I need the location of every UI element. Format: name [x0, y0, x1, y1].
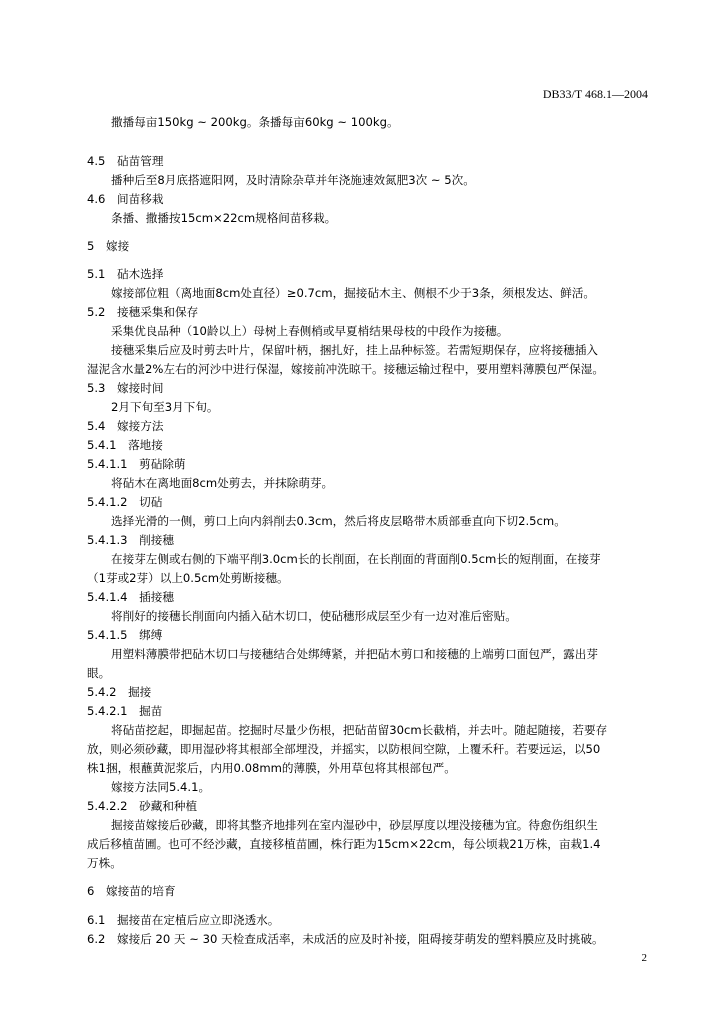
section-heading: 5.4.2.1 掘苗 — [87, 704, 163, 718]
section-heading: 6.2 嫁接后 20 天 ~ 30 天检查成活率，未成活的应及时补接，阻碍接芽萌发的塑料膜应及时挑破。 — [87, 932, 604, 946]
text-line: 撒播每亩150kg ~ 200kg。条播每亩60kg ~ 100kg。 — [111, 115, 399, 129]
page-number: 2 — [641, 952, 647, 964]
section-heading: 4.5 砧苗管理 — [87, 154, 164, 168]
text-line: 放，则必须砂藏，即用湿砂将其根部全部埋没，并摇实，以防根间空隙，上覆禾秆。若要远运，以50 — [87, 742, 601, 756]
text-line: 嫁接方法同5.4.1。 — [111, 780, 211, 794]
text-line: 条播、撒播按15cm×22cm规格间苗移栽。 — [111, 211, 337, 225]
section-heading: 5.4.1.2 切砧 — [87, 495, 163, 509]
text-line: 眼。 — [87, 666, 111, 680]
chapter-heading: 5 嫁接 — [87, 239, 130, 253]
section-heading: 6.1 掘接苗在定植后应立即浇透水。 — [87, 913, 280, 927]
section-heading: 5.4.1.1 剪砧除萌 — [87, 457, 186, 471]
section-heading: 5.4.1.3 削接穗 — [87, 533, 174, 547]
section-heading: 5.4.1.4 插接穗 — [87, 590, 174, 604]
text-line: 将砧木在离地面8cm处剪去，并抹除萌芽。 — [111, 476, 334, 490]
chapter-heading: 6 嫁接苗的培育 — [87, 884, 176, 898]
text-line: 播种后至8月底搭遮阳网，及时清除杂草并年浇施速效氮肥3次 ~ 5次。 — [111, 173, 475, 187]
text-line: 用塑料薄膜带把砧木切口与接穗结合处绑缚紧，并把砧木剪口和接穗的上端剪口面包严，露出芽 — [111, 647, 598, 661]
text-line: 将削好的接穗长削面向内插入砧木切口，使砧穗形成层至少有一边对准后密贴。 — [111, 609, 517, 623]
text-line: 万株。 — [87, 856, 122, 870]
section-heading: 5.4.1.5 绑缚 — [87, 628, 163, 642]
section-heading: 5.4.2.2 砂藏和种植 — [87, 799, 198, 813]
section-heading: 5.4.1 落地接 — [87, 438, 163, 452]
text-line: 采集优良品种（10龄以上）母树上春侧梢或早夏梢结果母枝的中段作为接穗。 — [111, 324, 509, 338]
section-heading: 5.2 接穗采集和保存 — [87, 305, 199, 319]
text-line: 2月下旬至3月下旬。 — [111, 400, 219, 414]
section-heading: 5.4.2 掘接 — [87, 685, 152, 699]
text-line: 株1捆，根蘸黄泥浆后，内用0.08mm的薄膜，外用草包将其根部包严。 — [87, 761, 456, 775]
text-line: 选择光滑的一侧，剪口上向内斜削去0.3cm，然后将皮层略带木质部垂直向下切2.5cm。 — [111, 514, 566, 528]
text-line: 在接芽左侧或右侧的下端平削3.0cm长的长削面，在长削面的背面削0.5cm长的短削面，在接芽 — [111, 552, 601, 566]
section-heading: 5.3 嫁接时间 — [87, 381, 164, 395]
text-line: 接穗采集后应及时剪去叶片，保留叶柄，捆扎好，挂上品种标签。若需短期保存，应将接穗插入 — [111, 343, 598, 357]
text-line: 成后移植苗圃。也可不经沙藏，直接移植苗圃，株行距为15cm×22cm，每公顷栽21万株，亩栽1.4 — [87, 837, 601, 851]
text-line: 将砧苗挖起，即掘起苗。挖掘时尽量少伤根，把砧苗留30cm长截梢，并去叶。随起随接，若要存 — [111, 723, 608, 737]
text-line: （1芽或2芽）以上0.5cm处剪断接穗。 — [87, 571, 289, 585]
text-line: 湿泥含水量2%左右的河沙中进行保湿，嫁接前冲洗晾干。接穗运输过程中，要用塑料薄膜包严保湿。 — [87, 362, 604, 376]
standard-code-header: DB33/T 468.1—2004 — [542, 87, 648, 101]
section-heading: 5.1 砧木选择 — [87, 267, 164, 281]
section-heading: 4.6 间苗移栽 — [87, 192, 164, 206]
text-line: 嫁接部位粗（离地面8cm处直径）≥0.7cm，掘接砧木主、侧根不少于3条，须根发达、鲜活。 — [111, 286, 596, 300]
section-heading: 5.4 嫁接方法 — [87, 419, 164, 433]
text-line: 掘接苗嫁接后砂藏，即将其整齐地排列在室内湿砂中，砂层厚度以埋没接穗为宜。待愈伤组织生 — [111, 818, 598, 832]
